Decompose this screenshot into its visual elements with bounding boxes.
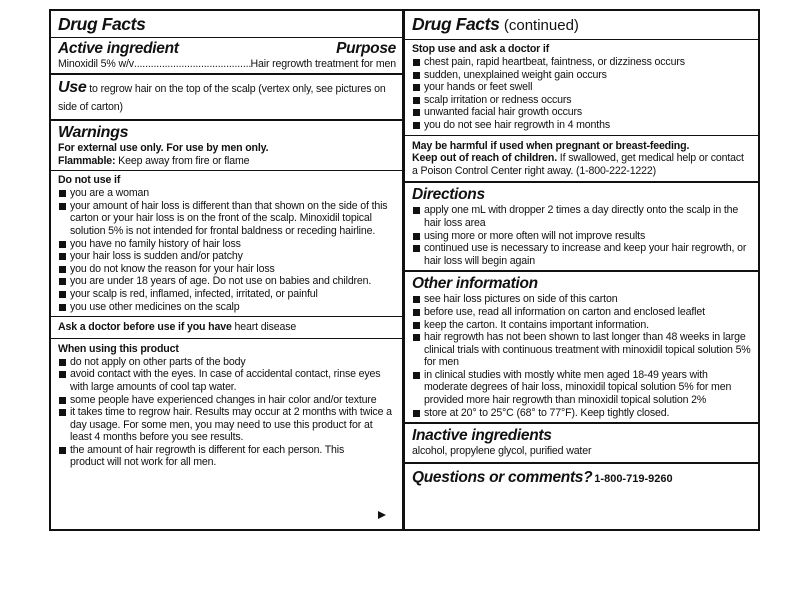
questions-heading: Questions or comments?: [412, 468, 593, 486]
list-item: sudden, unexplained weight gain occurs: [412, 69, 752, 82]
drug-facts-title-section: [51, 11, 402, 38]
pregnancy-children-section: [405, 136, 758, 184]
drug-facts-continued-title-section: [405, 11, 758, 40]
active-ingredient-heading: Active ingredient: [58, 40, 179, 57]
list-item: avoid contact with the eyes. In case of accidental contact, rinse eyes with large amounts of cool tap water.: [58, 368, 396, 393]
other-information-section: [405, 272, 758, 424]
list-item: unwanted facial hair growth occurs: [412, 106, 752, 119]
reach-of-children-label: Keep out of reach of children.: [412, 152, 558, 165]
stop-use-section: [405, 40, 758, 136]
active-ingredient-name: Minoxidil 5% w/v: [58, 58, 134, 70]
list-item: you are a woman: [58, 187, 396, 200]
questions-phone: 1-800-719-9260: [594, 472, 673, 485]
when-using-heading: When using this product: [58, 342, 179, 355]
active-ingredient-purpose: Hair regrowth treatment for men: [250, 58, 396, 70]
list-item: you do not know the reason for your hair loss: [58, 263, 396, 276]
use-text: to regrow hair on the top of the scalp (vertex only, see pictures on side of carton): [58, 83, 386, 113]
list-item: it takes time to regrow hair. Results may occur at 2 months with twice a day usage. For some men, you may need to use this product for at least 4 months before you see results.: [58, 406, 396, 444]
list-item: before use, read all information on carton and enclosed leaflet: [412, 306, 752, 319]
dot-leader: [134, 58, 251, 71]
reach-of-children-text: If swallowed, get medical help or contact a Poison Control Center right away. (1-800-222-1222): [412, 152, 744, 177]
list-item: you have no family history of hair loss: [58, 238, 396, 251]
list-item: your hair loss is sudden and/or patchy: [58, 250, 396, 263]
list-item: apply one mL with dropper 2 times a day directly onto the scalp in the hair loss area: [412, 204, 752, 229]
ask-doctor-text: heart disease: [231, 321, 297, 334]
other-information-heading: Other information: [412, 275, 538, 293]
continue-arrow-icon: [378, 511, 386, 519]
list-item: do not apply on other parts of the body: [58, 356, 396, 369]
list-item: the amount of hair regrowth is different for each person. This product will not work for all men.: [58, 444, 396, 469]
continued-label: (continued): [503, 17, 579, 34]
list-item: scalp irritation or redness occurs: [412, 94, 752, 107]
purpose-heading: Purpose: [336, 40, 396, 57]
ask-doctor-section: [51, 317, 402, 339]
list-item: keep the carton. It contains important information.: [412, 319, 752, 332]
stop-use-heading: Stop use and ask a doctor if: [412, 43, 550, 55]
directions-section: [405, 183, 758, 272]
do-not-use-heading: Do not use if: [58, 174, 121, 187]
list-item: store at 20° to 25°C (68° to 77°F). Keep tightly closed.: [412, 407, 752, 420]
list-item: in clinical studies with mostly white men aged 18-49 years with moderate degrees of hair loss, minoxidil topical solution 5% for men provided more hair regrowth than minoxidil topical solution 2%: [412, 369, 752, 407]
list-item: some people have experienced changes in hair color and/or texture: [58, 394, 396, 407]
list-item: continued use is necessary to increase and keep your hair regrowth, or hair loss will begin again: [412, 242, 752, 267]
list-item: using more or more often will not improve results: [412, 230, 752, 243]
warnings-heading: Warnings: [58, 124, 129, 141]
pregnancy-warning: May be harmful if used when pregnant or breast-feeding.: [412, 139, 690, 152]
directions-list: [412, 204, 752, 267]
when-using-section: [51, 339, 402, 471]
inactive-ingredients-section: [405, 424, 758, 464]
list-item: you are under 18 years of age. Do not use on babies and children.: [58, 275, 396, 288]
other-information-list: [412, 293, 752, 419]
inactive-ingredients-heading: Inactive ingredients: [412, 427, 552, 445]
warnings-section: [51, 121, 402, 171]
drug-facts-title: Drug Facts: [58, 14, 146, 34]
drug-facts-left-panel: [49, 9, 404, 531]
directions-heading: Directions: [412, 186, 485, 204]
active-ingredient-line: [58, 58, 396, 71]
do-not-use-section: [51, 171, 402, 317]
external-use-warning: For external use only. For use by men only.: [58, 142, 269, 154]
use-heading: Use: [58, 79, 87, 96]
use-section: [51, 75, 402, 121]
active-ingredient-section: [51, 38, 402, 75]
questions-section: [405, 464, 758, 492]
list-item: you use other medicines on the scalp: [58, 301, 396, 314]
flammable-text: Keep away from fire or flame: [115, 154, 250, 167]
drug-facts-right-panel: [403, 9, 760, 531]
when-using-list: [58, 356, 396, 469]
list-item: your scalp is red, inflamed, infected, irritated, or painful: [58, 288, 396, 301]
inactive-ingredients-text: alcohol, propylene glycol, purified water: [412, 445, 592, 458]
list-item: your amount of hair loss is different than that shown on the side of this carton or your hair loss is on the front of the scalp. Minoxidil topical solution 5% is not intended for frontal baldness or receding hairline.: [58, 200, 396, 238]
ask-doctor-heading: Ask a doctor before use if you have: [58, 321, 232, 334]
list-item: hair regrowth has not been shown to last longer than 48 weeks in large clinical trials with continuous treatment with minoxidil topical solution 5% for men: [412, 331, 752, 369]
drug-facts-continued-title: Drug Facts: [412, 14, 500, 34]
list-item: chest pain, rapid heartbeat, faintness, or dizziness occurs: [412, 56, 752, 69]
stop-use-list: [412, 56, 752, 132]
list-item: see hair loss pictures on side of this carton: [412, 293, 752, 306]
list-item: you do not see hair regrowth in 4 months: [412, 119, 752, 132]
flammable-label: Flammable:: [58, 154, 116, 167]
do-not-use-list: [58, 187, 396, 313]
list-item: your hands or feet swell: [412, 81, 752, 94]
